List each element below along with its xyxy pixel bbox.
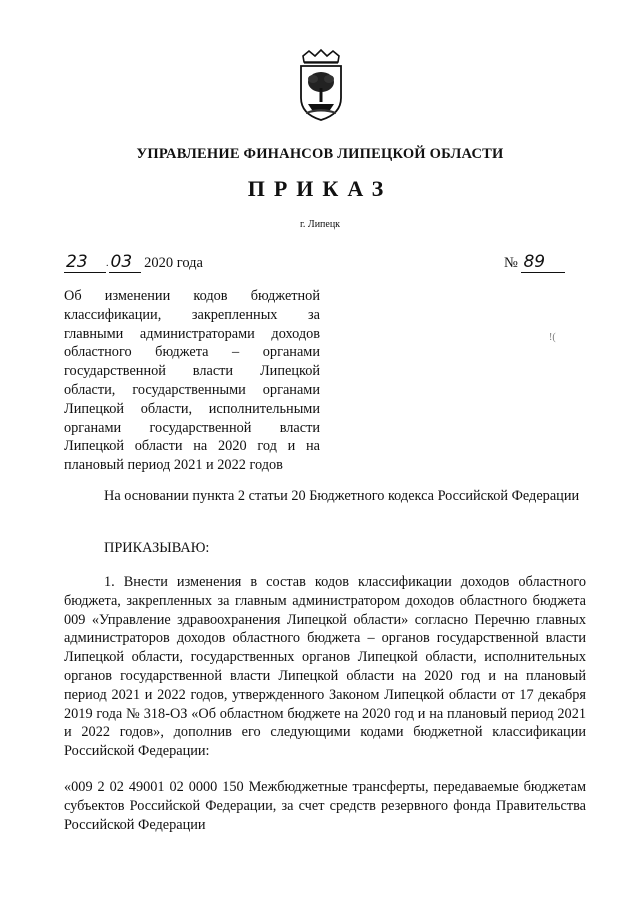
side-mark: !( xyxy=(549,332,556,343)
number-label: № xyxy=(504,255,518,271)
city-name: г. Липецк xyxy=(299,219,341,230)
code-entry-paragraph: «009 2 02 49001 02 0000 150 Межбюджетные трансферты, передаваемые бюджетам субъектов Российской Федерации, за счет средств резервного фонда Правительства Российской Федерации xyxy=(64,779,586,833)
organization-name: УПРАВЛЕНИЕ ФИНАНСОВ ЛИПЕЦКОЙ ОБЛАСТИ xyxy=(136,146,504,162)
date-year: 2020 года xyxy=(144,255,203,271)
item-1-paragraph: 1. Внести изменения в состав кодов классификации доходов областного бюджета, закрепленных за главным администратором доходов областного бюджета 009 «Управление здравоохранения Липецкой области» согласно Перечню главных администраторов доходов областного бюджета – органов государственной власти Липецкой области, государственных органов Липецкой области, исполнительных органов государственной власти Липецкой области на 2020 год и на плановый период 2021 и 2022 годов, утвержденного Законом Липецкой области от 17 декабря 2019 года № 318-ОЗ «Об областном бюджете на 2020 год и на плановый период 2021 и 2022 годов», дополнив его следующими кодами бюджетной классификации Российской Федерации: xyxy=(64,574,586,760)
document-title: ПРИКАЗ xyxy=(247,176,393,201)
basis-paragraph: На основании пункта 2 статьи 20 Бюджетного кодекса Российской Федерации xyxy=(104,488,580,504)
order-subject: Об изменении кодов бюджетной классификации, закрепленных за главными администраторами доходов областного бюджета – органами государственной власти Липецкой области, государственными органами Липецкой области, исполнительными органами государственной власти Липецкой области на 2020 год и на плановый период 2021 и 2022 годов xyxy=(64,288,320,474)
document-date: 23 . 03 2020 года xyxy=(66,252,203,272)
number-handwritten: 89 xyxy=(521,252,565,273)
date-month-handwritten: 03 xyxy=(109,252,141,273)
document-number xyxy=(504,252,565,273)
order-word: ПРИКАЗЫВАЮ: xyxy=(104,540,210,556)
date-day-handwritten: 23 xyxy=(64,252,106,273)
lipetsk-coat-of-arms-icon xyxy=(296,48,346,122)
